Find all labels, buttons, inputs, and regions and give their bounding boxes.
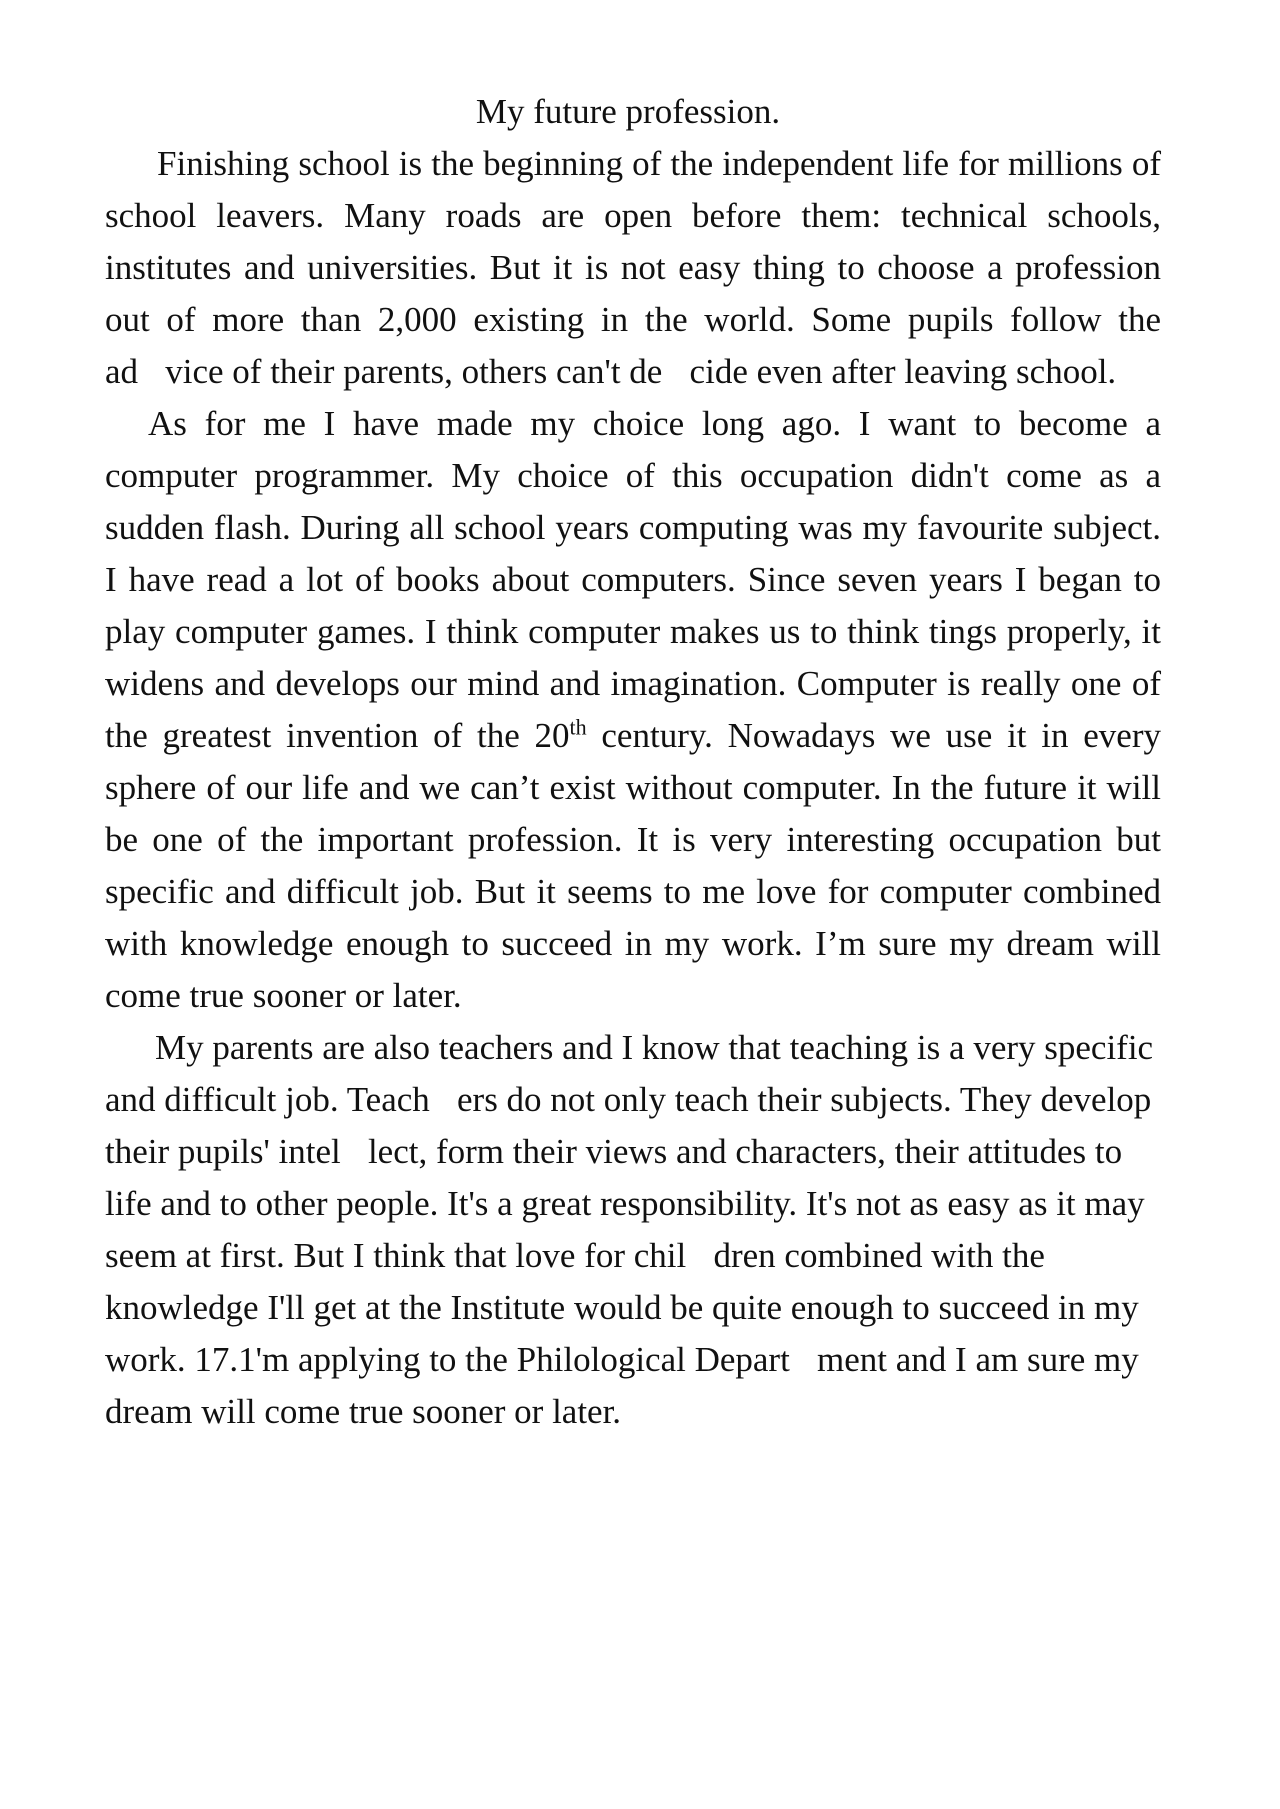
paragraph-computer-programmer-text-after: century. Nowadays we use it in every sphere of our life and we can’t exist without computer. In the future it will be one of the important profession. It is very interesting occupation but specific and difficult job. But it seems to me love for computer combined with knowledge enough to succeed in my work. I’m sure my dream will come true sooner or later. (105, 716, 1161, 1015)
paragraph-computer-programmer (105, 398, 1161, 1022)
paragraph-teachers: My parents are also teachers and I know that teaching is a very specific and difficult job. Teach􏰀ers do not only teach their subjects. They develop their pupils' intel􏰀lect, form their views and characters, their attitudes to life and to other people. It's a great responsibility. It's not as easy as it may seem at first. But I think that love for chil􏰀dren combined with the knowledge I'll get at the Institute would be quite enough to succeed in my work. 17.1'm applying to the Philological Depart􏰀ment and I am sure my dream will come true sooner or later. (105, 1028, 1154, 1431)
superscript-th: th (569, 714, 587, 740)
paragraph-school-leavers: Finishing school is the beginning of the independent life for millions of school leavers. Many roads are open before them: technical schools, institutes and universities. But it is not easy thing to choose a profession out of more than 2,000 existing in the world. Some pupils follow the ad􏰀vice of their parents, others can't de􏰀cide even after leaving school. (105, 144, 1161, 391)
document-title: My future profession. (475, 92, 781, 131)
paragraph-computer-programmer-text-before: As for me I have made my choice long ago. I want to become a computer programmer. My choice of this occupation didn't come as a sudden flash. During all school years computing was my favourite subject. I have read a lot of books about computers. Since seven years I began to play computer games. I think computer makes us to think tings properly, it widens and develops our mind and imagination. Computer is really one of the greatest invention of the 20 (105, 404, 1161, 755)
